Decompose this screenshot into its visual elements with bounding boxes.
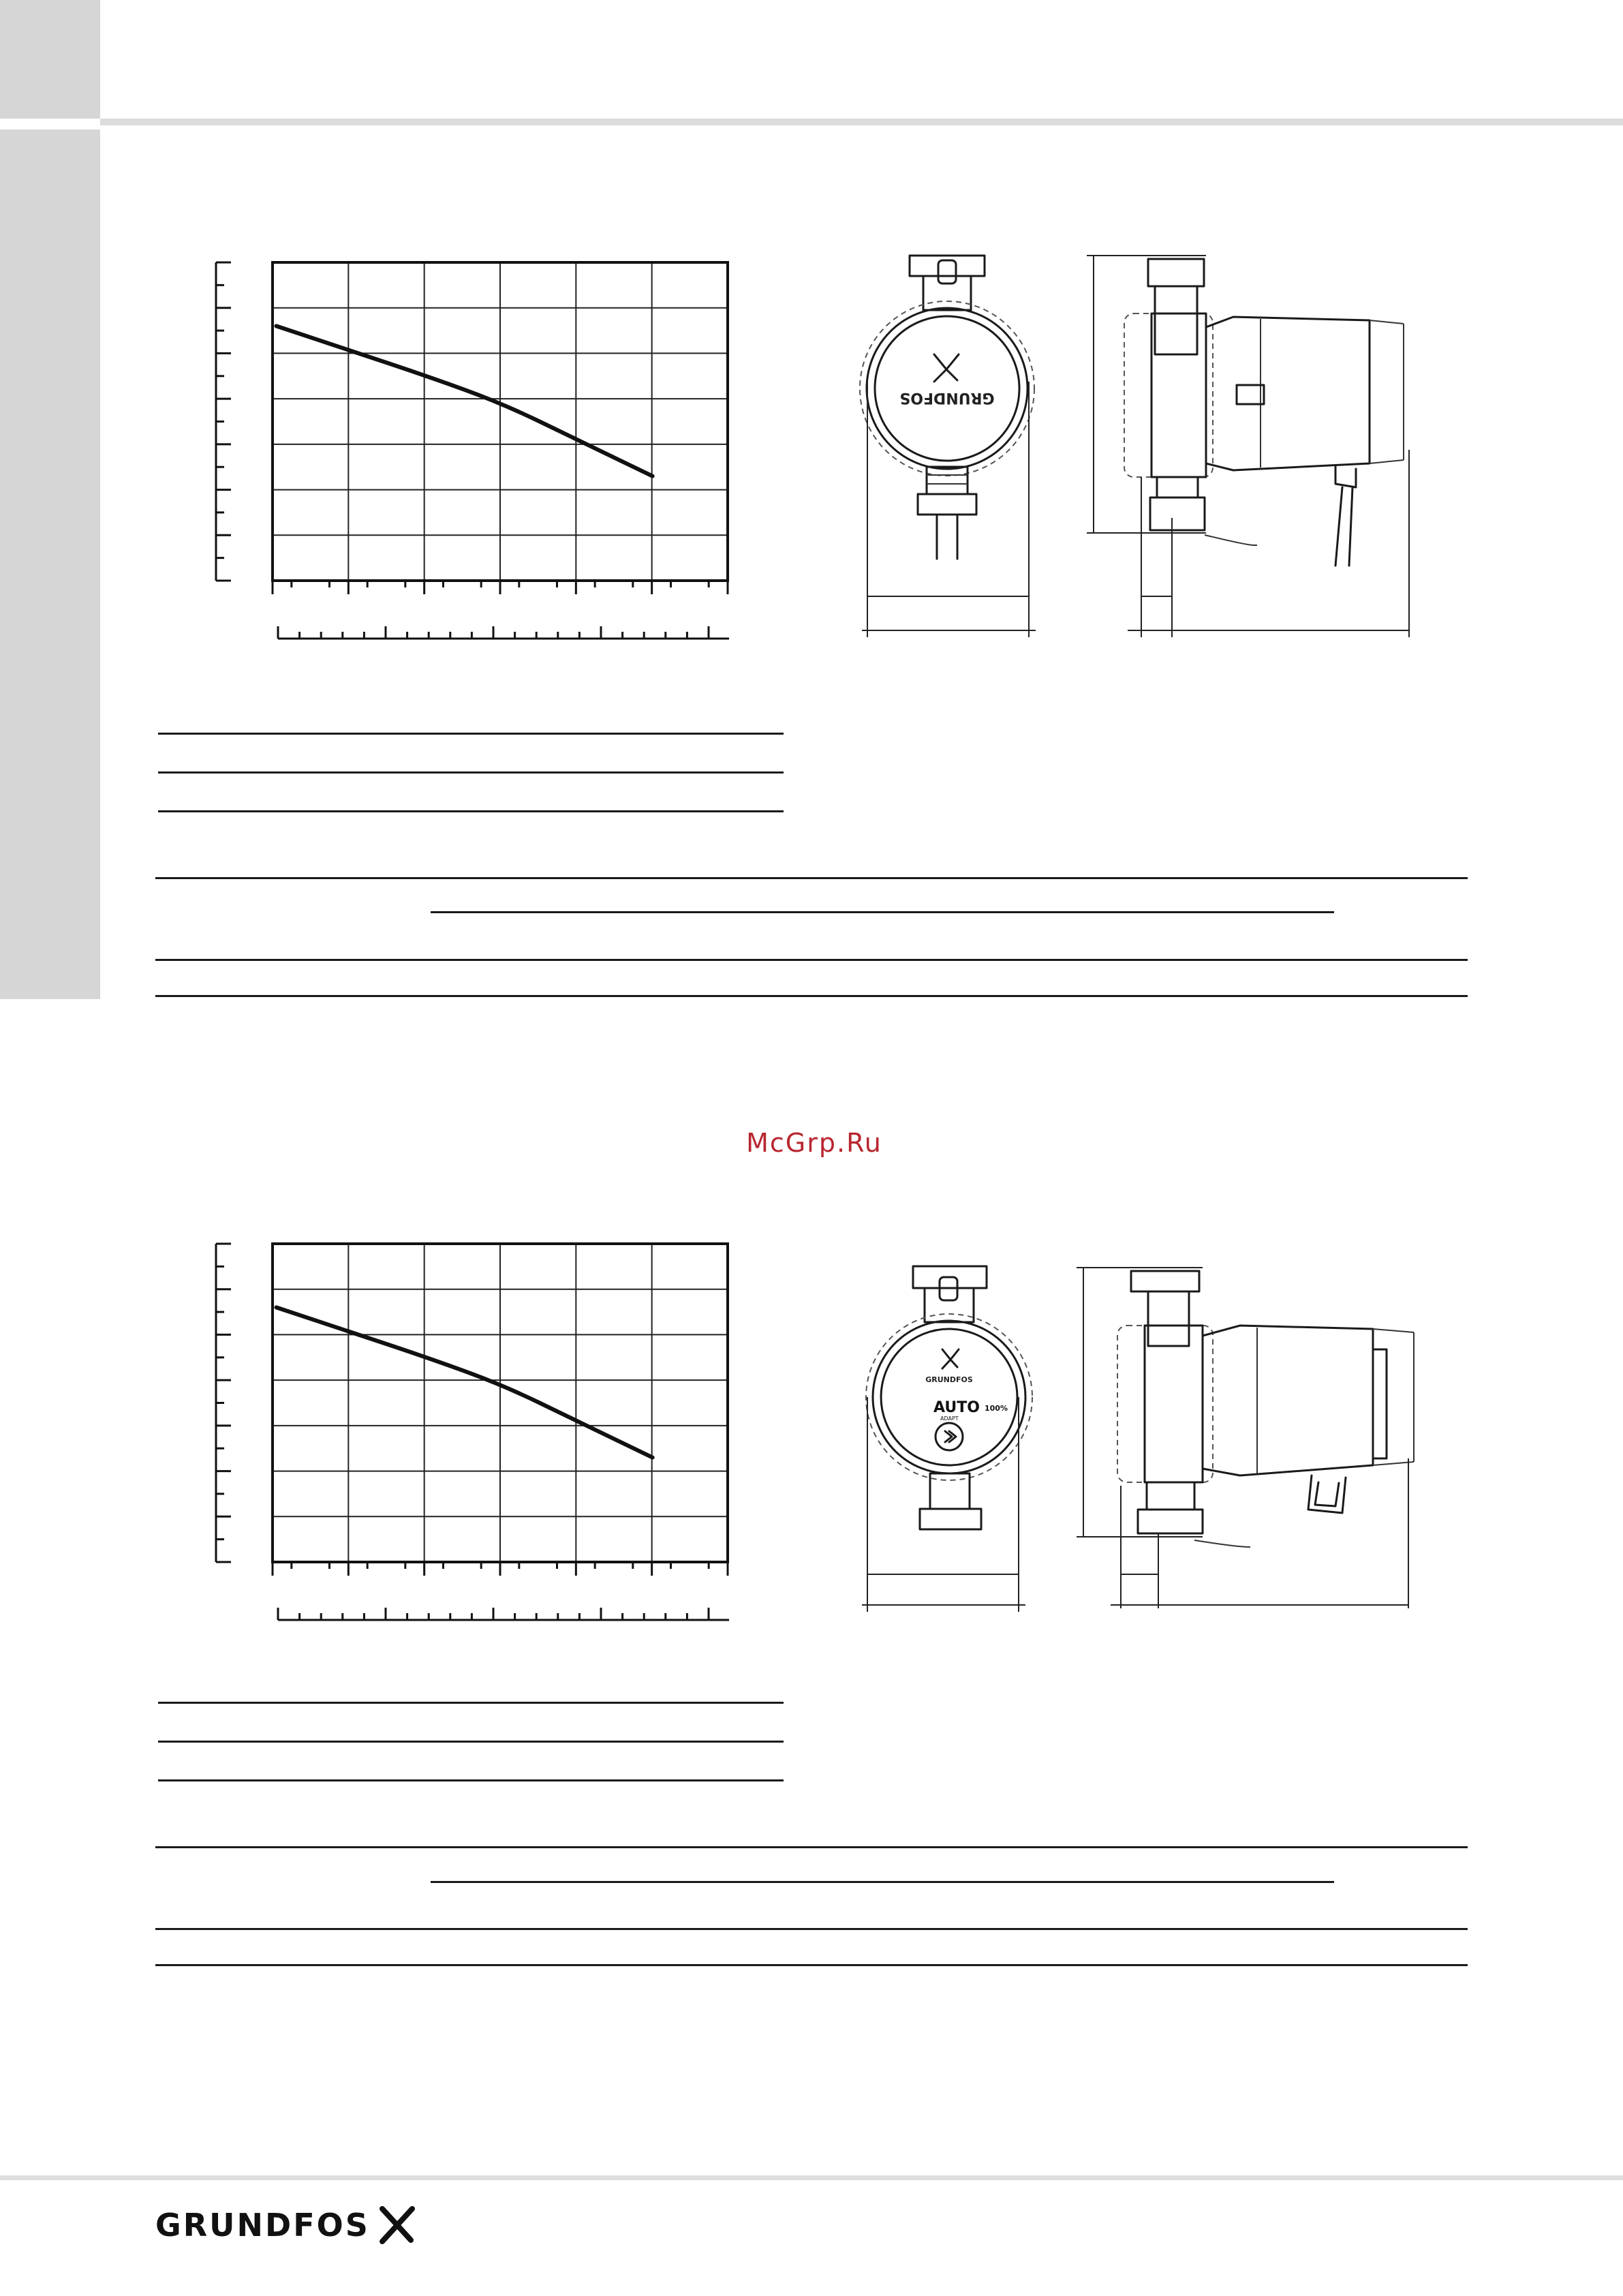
top-port <box>938 260 956 284</box>
spec-rule <box>158 810 784 812</box>
leader-line <box>1194 1540 1250 1547</box>
pump-front-view-drawing-2 <box>855 1261 1046 1615</box>
grundfos-x-icon <box>942 1349 959 1368</box>
motor-housing <box>1203 1326 1373 1475</box>
pump-brand-label: GRUNDFOS <box>899 389 995 406</box>
performance-chart-1 <box>191 252 749 661</box>
spec-rule <box>158 733 784 735</box>
insulation-outline <box>1117 1326 1213 1482</box>
cable <box>937 515 957 559</box>
spec-rule <box>158 1741 784 1743</box>
pump-side-view-drawing-2 <box>1073 1261 1424 1615</box>
insulation-outline <box>1124 313 1213 477</box>
pipe-body <box>1155 286 1197 354</box>
top-neck <box>923 276 971 310</box>
bottom-union <box>1150 498 1205 530</box>
bottom-nut <box>920 1509 981 1529</box>
table-rule <box>155 1928 1468 1930</box>
pump-face <box>875 316 1019 461</box>
mode-label: AUTO <box>933 1399 980 1416</box>
mode-sub-label: ADAPT <box>940 1415 959 1422</box>
cable-connector <box>1308 1475 1346 1513</box>
motor-housing <box>1206 317 1370 470</box>
chart-grid <box>273 1244 728 1562</box>
pump-housing <box>867 308 1027 469</box>
grundfos-logo <box>155 2201 418 2249</box>
spec-rule <box>158 771 784 774</box>
pump-side-view-drawing-1 <box>1083 245 1424 641</box>
table-rule <box>155 877 1468 879</box>
chevron-right-icon <box>945 1431 956 1442</box>
performance-curve <box>277 1307 653 1457</box>
cable <box>1335 487 1352 566</box>
footer-rule <box>0 2175 1623 2180</box>
bottom-union <box>1138 1510 1203 1533</box>
table-rule <box>155 959 1468 961</box>
performance-curve <box>277 326 653 476</box>
table-rule <box>155 1964 1468 1966</box>
grundfos-x-icon <box>377 2205 418 2246</box>
bottom-neck <box>1147 1482 1194 1510</box>
pump-front-view-drawing-1 <box>855 245 1046 641</box>
top-nut <box>910 256 985 276</box>
top-neck <box>925 1288 974 1322</box>
table-rule <box>431 1881 1334 1883</box>
pump-housing-outline <box>866 1314 1032 1480</box>
sidebar-tab-top <box>0 0 100 119</box>
cable-boot <box>1335 467 1356 487</box>
top-union <box>1148 259 1204 286</box>
control-button <box>936 1423 963 1450</box>
logo-text: GRUNDFOS <box>155 2207 370 2244</box>
speed-label: 100% <box>985 1404 1008 1413</box>
top-union <box>1131 1271 1199 1291</box>
cable-connector-inner <box>1315 1482 1339 1506</box>
sidebar-tab-main <box>0 129 100 999</box>
leader-line <box>1205 535 1257 545</box>
spec-rule <box>158 1779 784 1781</box>
bottom-neck <box>927 467 968 494</box>
performance-chart-2 <box>191 1234 749 1642</box>
pump-face <box>881 1329 1017 1465</box>
chart-grid <box>273 262 728 581</box>
spec-rule <box>158 1702 784 1704</box>
table-rule <box>431 911 1334 913</box>
motor-end-cap <box>1373 1349 1387 1458</box>
table-rule <box>155 995 1468 997</box>
pump-body <box>1145 1326 1203 1482</box>
pump-housing-outline <box>860 301 1034 476</box>
watermark: McGrp.Ru <box>746 1128 882 1158</box>
bottom-nut <box>918 494 976 515</box>
pipe-body <box>1148 1291 1189 1346</box>
bottom-neck <box>1157 477 1198 498</box>
grundfos-x-icon <box>934 354 959 382</box>
pump-brand-label: GRUNDFOS <box>925 1375 973 1384</box>
header-rule <box>100 119 1623 125</box>
table-rule <box>155 1846 1468 1848</box>
